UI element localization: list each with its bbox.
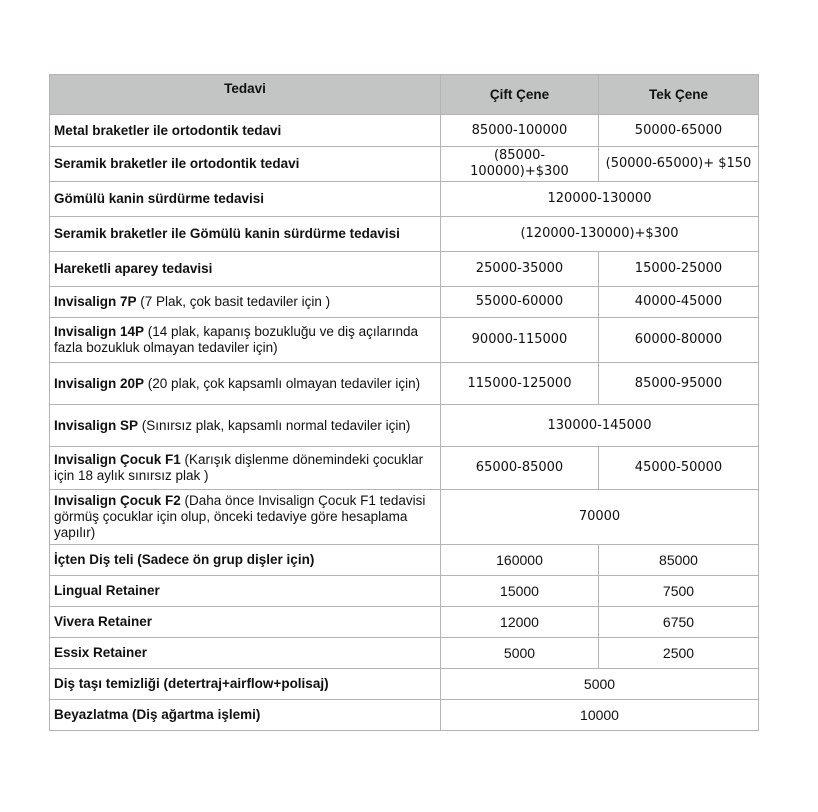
price-both-jaws: 10000 — [441, 700, 759, 731]
table-row — [50, 318, 759, 363]
table-row — [50, 182, 759, 217]
price-double-jaw: 85000-100000 — [441, 115, 599, 147]
table-row — [50, 576, 759, 607]
table-row — [50, 447, 759, 490]
price-single-jaw: 45000-50000 — [599, 447, 759, 490]
table-row — [50, 638, 759, 669]
price-double-jaw: 90000-115000 — [441, 318, 599, 363]
treatment-name: Invisalign SP (Sınırsız plak, kapsamlı normal tedaviler için) — [50, 405, 441, 447]
table-row — [50, 147, 759, 182]
table-row — [50, 252, 759, 287]
price-double-jaw: 5000 — [441, 638, 599, 669]
price-single-jaw: 40000-45000 — [599, 287, 759, 318]
header-row — [50, 75, 759, 115]
treatment-name: Invisalign 7P (7 Plak, çok basit tedaviler için ) — [50, 287, 441, 318]
price-single-jaw: 15000-25000 — [599, 252, 759, 287]
price-table — [49, 74, 759, 731]
price-single-jaw: 60000-80000 — [599, 318, 759, 363]
price-single-jaw: 85000 — [599, 545, 759, 576]
price-single-jaw: 50000-65000 — [599, 115, 759, 147]
treatment-name: Gömülü kanin sürdürme tedavisi — [50, 182, 441, 217]
table-row — [50, 217, 759, 252]
treatment-name: Invisalign 20P (20 plak, çok kapsamlı olmayan tedaviler için) — [50, 363, 441, 405]
price-single-jaw: 2500 — [599, 638, 759, 669]
treatment-name: Metal braketler ile ortodontik tedavi — [50, 115, 441, 147]
price-both-jaws: 120000-130000 — [441, 182, 759, 217]
price-double-jaw: 12000 — [441, 607, 599, 638]
treatment-name: Lingual Retainer — [50, 576, 441, 607]
treatment-name: Invisalign 14P (14 plak, kapanış bozukluğu ve diş açılarında fazla bozukluk olmayan tedaviler için) — [50, 318, 441, 363]
price-double-jaw: 55000-60000 — [441, 287, 599, 318]
table-row — [50, 405, 759, 447]
price-single-jaw: 6750 — [599, 607, 759, 638]
header-double-jaw: Çift Çene — [441, 75, 599, 115]
header-single-jaw: Tek Çene — [599, 75, 759, 115]
price-single-jaw: 7500 — [599, 576, 759, 607]
treatment-name: Invisalign Çocuk F1 (Karışık dişlenme dönemindeki çocuklar için 18 aylık sınırsız plak ) — [50, 447, 441, 490]
treatment-name: Essix Retainer — [50, 638, 441, 669]
treatment-name: Seramik braketler ile ortodontik tedavi — [50, 147, 441, 182]
price-both-jaws: 130000-145000 — [441, 405, 759, 447]
price-single-jaw: (50000-65000)+ $150 — [599, 147, 759, 182]
treatment-name: İçten Diş teli (Sadece ön grup dişler için) — [50, 545, 441, 576]
table-row — [50, 669, 759, 700]
price-both-jaws: 70000 — [441, 490, 759, 545]
price-double-jaw: 160000 — [441, 545, 599, 576]
price-double-jaw: 15000 — [441, 576, 599, 607]
table-row — [50, 490, 759, 545]
treatment-name: Seramik braketler ile Gömülü kanin sürdürme tedavisi — [50, 217, 441, 252]
price-double-jaw: (85000-100000)+$300 — [441, 147, 599, 182]
price-both-jaws: (120000-130000)+$300 — [441, 217, 759, 252]
price-single-jaw: 85000-95000 — [599, 363, 759, 405]
price-double-jaw: 25000-35000 — [441, 252, 599, 287]
treatment-name: Hareketli aparey tedavisi — [50, 252, 441, 287]
table-row — [50, 115, 759, 147]
table-row — [50, 363, 759, 405]
table-row — [50, 700, 759, 731]
table-row — [50, 545, 759, 576]
treatment-name: Beyazlatma (Diş ağartma işlemi) — [50, 700, 441, 731]
header-treatment: Tedavi — [50, 75, 441, 115]
price-double-jaw: 115000-125000 — [441, 363, 599, 405]
price-both-jaws: 5000 — [441, 669, 759, 700]
price-double-jaw: 65000-85000 — [441, 447, 599, 490]
treatment-name: Diş taşı temizliği (detertraj+airflow+polisaj) — [50, 669, 441, 700]
table-row — [50, 287, 759, 318]
table-row — [50, 607, 759, 638]
treatment-name: Vivera Retainer — [50, 607, 441, 638]
treatment-name: Invisalign Çocuk F2 (Daha önce Invisalign Çocuk F1 tedavisi görmüş çocuklar için olup, önceki tedaviye göre hesaplama yapılır) — [50, 490, 441, 545]
